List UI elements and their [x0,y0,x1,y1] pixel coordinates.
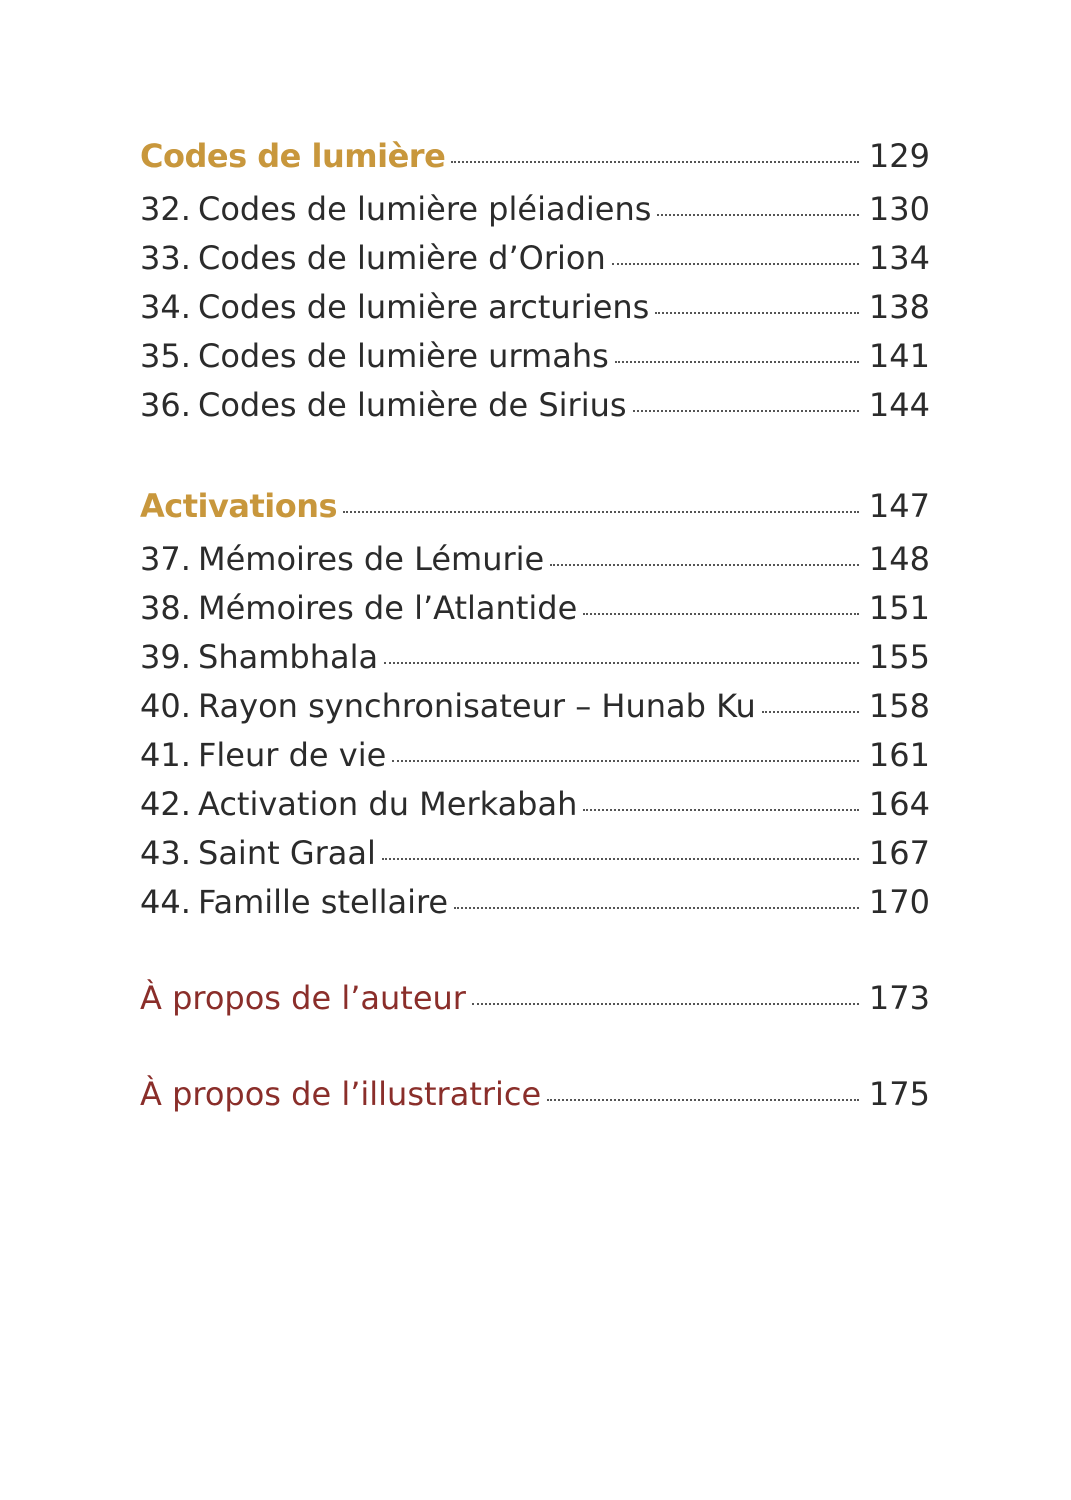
entry-title: Codes de lumière arcturiens [198,288,650,326]
page-number: 151 [868,589,930,627]
entry-number: 34. [140,288,191,326]
page-number: 155 [868,638,930,676]
entry-title: Fleur de vie [198,736,387,774]
page-number: 129 [868,137,930,175]
page-number: 173 [868,979,930,1017]
page-number: 148 [868,540,930,578]
entry-number: 39. [140,638,191,676]
toc-entry[interactable] [140,829,930,878]
dot-leader [762,711,859,713]
dot-leader [657,214,859,216]
page-number: 175 [868,1075,930,1113]
toc-entry[interactable] [140,584,930,633]
entry-title: Shambhala [198,638,379,676]
entry-title: Codes de lumière pléiadiens [198,190,652,228]
entry-title: Codes de lumière urmahs [198,337,609,375]
dot-leader [550,564,859,566]
appendix-title: À propos de l’illustratrice [140,1075,542,1113]
toc-entry[interactable] [140,731,930,780]
entry-number: 44. [140,883,191,921]
dot-leader [451,161,859,163]
toc-entry[interactable] [140,185,930,234]
entry-title: Mémoires de Lémurie [198,540,545,578]
toc-entry[interactable] [140,381,930,430]
entry-number: 41. [140,736,191,774]
entry-title: Rayon synchronisateur – Hunab Ku [198,687,756,725]
entry-number: 33. [140,239,191,277]
toc-entry[interactable] [140,332,930,381]
entry-title: Codes de lumière de Sirius [198,386,627,424]
appendix-entry-illustrator[interactable] [140,1070,930,1119]
page-number: 134 [868,239,930,277]
toc-entry[interactable] [140,633,930,682]
dot-leader [615,361,859,363]
entry-number: 40. [140,687,191,725]
page-number: 130 [868,190,930,228]
page-number: 161 [868,736,930,774]
toc-entry[interactable] [140,283,930,332]
toc-entry[interactable] [140,234,930,283]
section-heading[interactable] [140,478,930,535]
appendix-entry-author[interactable] [140,974,930,1023]
table-of-contents [140,128,930,1119]
page-number: 138 [868,288,930,326]
section-spacer [140,927,930,974]
entry-number: 43. [140,834,191,872]
dot-leader [583,809,859,811]
dot-leader [384,662,859,664]
entry-number: 38. [140,589,191,627]
section-spacer [140,430,930,478]
entry-number: 37. [140,540,191,578]
entry-number: 36. [140,386,191,424]
toc-section-activations [140,478,930,927]
page-number: 167 [868,834,930,872]
dot-leader [633,410,859,412]
toc-entry[interactable] [140,682,930,731]
entry-title: Codes de lumière d’Orion [198,239,606,277]
toc-entry[interactable] [140,878,930,927]
entry-title: Saint Graal [198,834,376,872]
page-number: 158 [868,687,930,725]
section-title: Activations [140,487,338,525]
appendix-title: À propos de l’auteur [140,979,466,1017]
dot-leader [343,511,859,513]
entry-number: 32. [140,190,191,228]
toc-entry[interactable] [140,780,930,829]
section-heading[interactable] [140,128,930,185]
dot-leader [454,907,859,909]
page-number: 144 [868,386,930,424]
dot-leader [655,312,859,314]
page-number: 170 [868,883,930,921]
dot-leader [612,263,859,265]
section-title: Codes de lumière [140,137,446,175]
page-number: 164 [868,785,930,823]
dot-leader [472,1003,859,1005]
dot-leader [547,1099,859,1101]
dot-leader [583,613,859,615]
page-number: 147 [868,487,930,525]
entry-number: 42. [140,785,191,823]
entry-title: Mémoires de l’Atlantide [198,589,578,627]
entry-number: 35. [140,337,191,375]
section-spacer [140,1023,930,1070]
toc-entry[interactable] [140,535,930,584]
toc-section-codes-de-lumiere [140,128,930,430]
entry-title: Activation du Merkabah [198,785,578,823]
page-number: 141 [868,337,930,375]
entry-title: Famille stellaire [198,883,449,921]
dot-leader [382,858,859,860]
dot-leader [392,760,859,762]
